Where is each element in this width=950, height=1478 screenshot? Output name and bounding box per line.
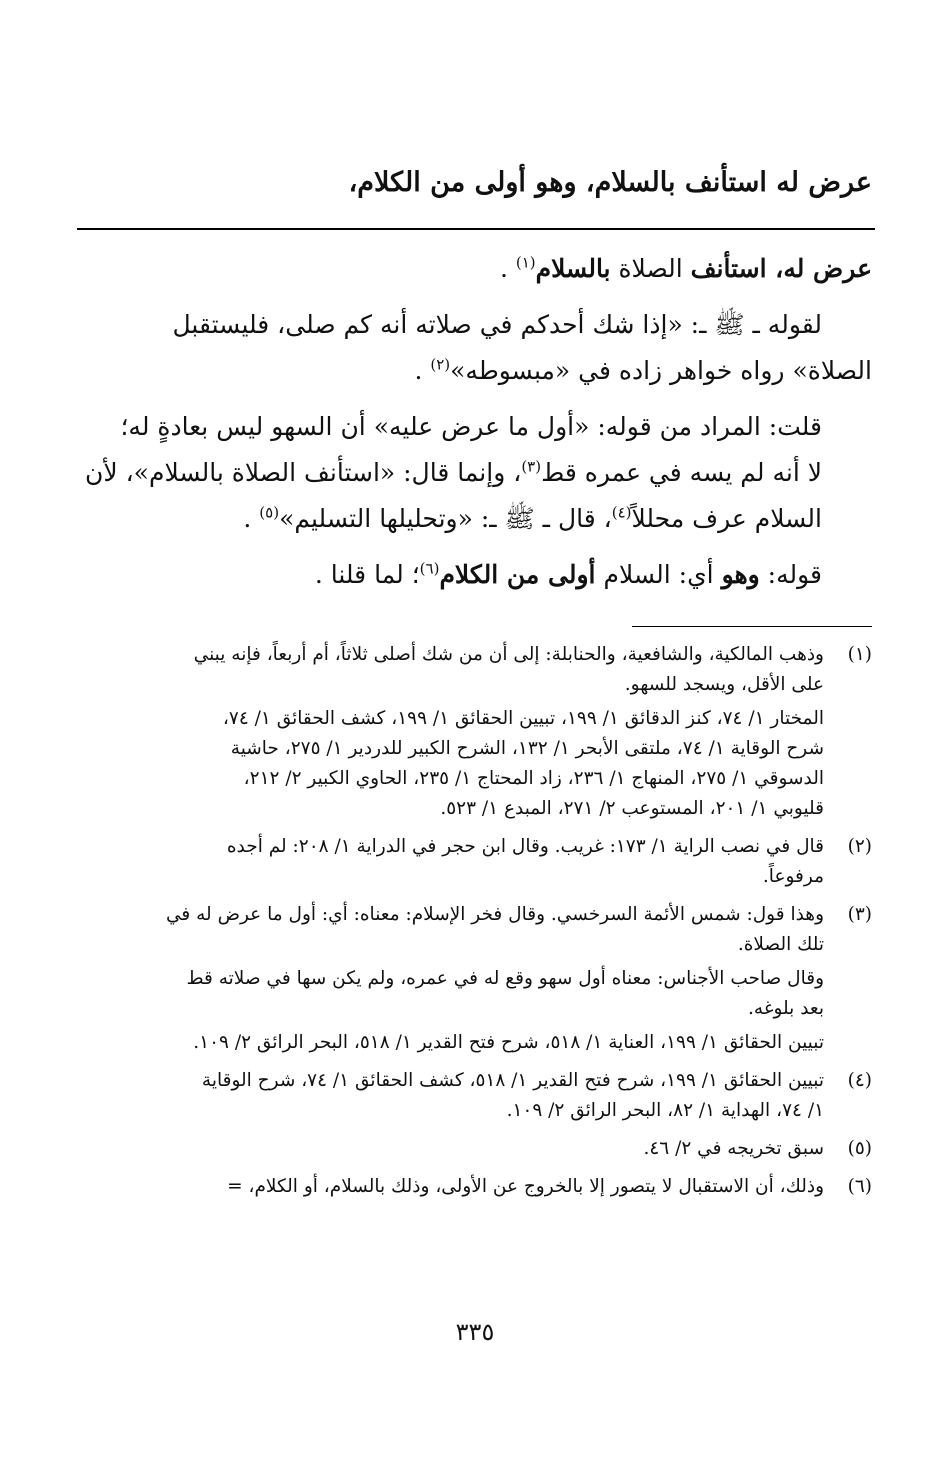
paragraph-4: [76, 552, 872, 598]
footnote-ref-4[interactable]: (٤): [611, 503, 632, 522]
main-text: [76, 246, 872, 608]
footnote-line: شرح الوقاية ١/ ٧٤، ملتقى الأبحر ١/ ١٣٢، الشرح الكبير للدردير ١/ ٢٧٥، حاشية: [230, 738, 824, 759]
footnote-line: قال في نصب الراية ١/ ١٧٣: غريب. وقال ابن حجر في الدراية ١/ ٢٠٨: لم أجده: [226, 836, 824, 857]
paragraph-3: [76, 404, 872, 542]
footnote-4: [76, 1066, 872, 1126]
text-span: أي: السلام: [595, 560, 722, 589]
matn-text: أولى من الكلام: [439, 560, 596, 589]
text-span: ، قال ـ ﷺ ـ: «وتحليلها التسليم»: [279, 504, 612, 533]
footnote-3: [76, 900, 872, 1058]
text-span: .: [243, 504, 260, 533]
text-span: ، وإنما قال: «استأنف الصلاة بالسلام»، لأن: [85, 458, 522, 487]
footnote-ref-1[interactable]: (١): [515, 253, 536, 272]
footnote-references: [76, 1028, 824, 1058]
footnote-line: على الأقل، ويسجد للسهو.: [624, 674, 824, 695]
footnote-number: (٢): [847, 836, 872, 857]
footnote-number: (٣): [847, 904, 872, 925]
sharh-text: .: [499, 254, 516, 283]
text-span: الصلاة» رواه خواهر زاده في «مبسوطه»: [450, 356, 872, 385]
footnote-references: [76, 704, 824, 824]
sharh-text: الصلاة: [610, 254, 691, 283]
text-span: لا أنه لم يسه في عمره قط: [541, 458, 822, 487]
footnote-ref-2[interactable]: (٢): [430, 355, 451, 374]
footnote-1: [76, 640, 872, 824]
paragraph-1: [76, 246, 872, 292]
matn-text: عرض له، استأنف: [690, 254, 872, 283]
footnote-line: المختار ١/ ٧٤، كنز الدقائق ١/ ١٩٩، تبيين الحقائق ١/ ١٩٩، كشف الحقائق ١/ ٧٤،: [222, 708, 824, 729]
footnote-line: تبيين الحقائق ١/ ١٩٩، العناية ١/ ٥١٨، شرح فتح القدير ١/ ٥١٨، البحر الرائق ٢/ ١٠٩.: [193, 1032, 824, 1053]
footnote-number: (٥): [847, 1138, 872, 1159]
text-line: [76, 496, 872, 542]
footnote-ref-5[interactable]: (٥): [259, 503, 280, 522]
footnote-number: (٦): [847, 1176, 872, 1197]
text-line: [76, 450, 872, 496]
footnote-line: قليوبي ١/ ٢٠١، المستوعب ٢/ ٢٧١، المبدع ١/ ٥٢٣.: [440, 798, 824, 819]
footnote-line: سبق تخريجه في ٢/ ٤٦.: [643, 1138, 824, 1159]
footnote-line: الدسوقي ١/ ٢٧٥، المنهاج ١/ ٢٣٦، زاد المحتاج ١/ ٢٣٥، الحاوي الكبير ٢/ ٢١٢،: [243, 768, 824, 789]
footnote-ref-3[interactable]: (٣): [521, 457, 542, 476]
text-span: قوله:: [759, 560, 822, 589]
footnote-separator: [632, 626, 872, 627]
footnote-continuation: [76, 964, 824, 1024]
footnote-2: [76, 832, 872, 892]
footnote-number: (١): [847, 644, 872, 665]
footnote-ref-6[interactable]: (٦): [419, 559, 440, 578]
footnote-line: وذهب المالكية، والشافعية، والحنابلة: إلى أن من شك أصلى ثلاثاً، أم أربعاً، فإنه يبني: [193, 644, 824, 665]
footnote-line: وقال صاحب الأجناس: معناه أول سهو وقع له في عمره، ولم يكن سها في صلاته قط: [186, 968, 824, 989]
footnote-line: بعد بلوغه.: [748, 998, 824, 1019]
footnote-5: [76, 1134, 872, 1164]
footnote-line: تلك الصلاة.: [737, 934, 824, 955]
text-span: السلام عرف محللاً: [631, 504, 822, 533]
header-rule: [77, 228, 875, 230]
footnote-number: (٤): [847, 1070, 872, 1091]
footnote-6: [76, 1172, 872, 1202]
footnotes: [76, 640, 872, 1210]
text-span: .: [414, 356, 431, 385]
paragraph-2: [76, 302, 872, 394]
matn-text: وهو: [721, 560, 760, 589]
footnote-line: وذلك، أن الاستقبال لا يتصور إلا بالخروج عن الأولى، وذلك بالسلام، أو الكلام، =: [227, 1176, 824, 1197]
page-number: ٣٣٥: [455, 1318, 495, 1346]
text-line: لقوله ـ ﷺ ـ: «إذا شك أحدكم في صلاته أنه كم صلى، فليستقبل: [172, 310, 822, 339]
text-line: [76, 348, 872, 394]
footnote-line: وهذا قول: شمس الأئمة السرخسي. وقال فخر الإسلام: معناه: أي: أول ما عرض له في: [166, 904, 824, 925]
text-line: قلت: المراد من قوله: «أول ما عرض عليه» أن السهو ليس بعادةٍ له؛: [120, 412, 822, 441]
footnote-line: ١/ ٧٤، الهداية ١/ ٨٢، البحر الرائق ٢/ ١٠٩.: [506, 1100, 824, 1121]
footnote-line: مرفوعاً.: [762, 866, 824, 887]
running-header: عرض له استأنف بالسلام، وهو أولى من الكلام،: [348, 167, 872, 198]
footnote-line: تبيين الحقائق ١/ ١٩٩، شرح فتح القدير ١/ ٥١٨، كشف الحقائق ١/ ٧٤، شرح الوقاية: [201, 1070, 824, 1091]
matn-text: بالسلام: [535, 254, 611, 283]
text-span: ؛ لما قلنا .: [314, 560, 420, 589]
